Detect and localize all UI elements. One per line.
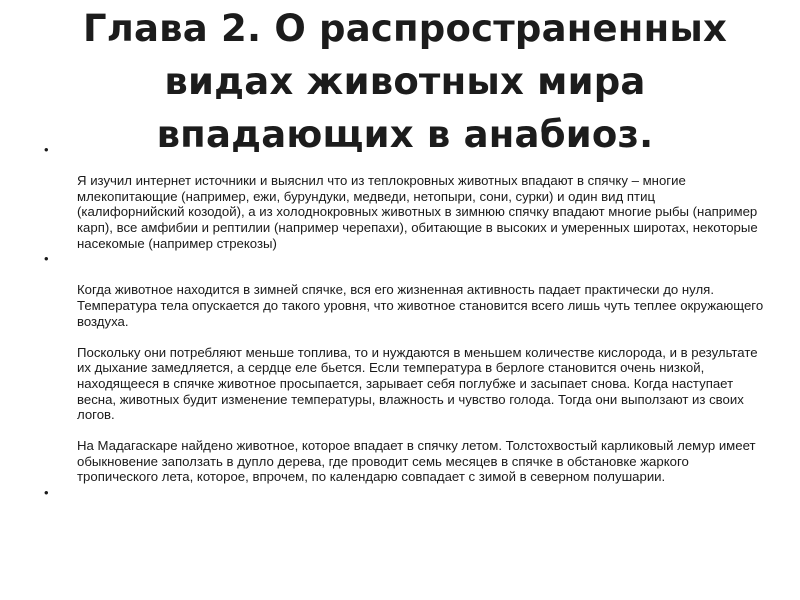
bullet-marker-3: • [44, 485, 49, 501]
bullet-text-2: Когда животное находится в зимней спячке, вся его жизненная активность падает практически до нуля. Температура тела опускается до такого уровня, что животное становится всего лишь чуть теплее окружающего воздуха. Поскольку они потребляют меньше топлива, то и нуждаются в меньшем количестве кислорода, и в результате их дыхание замедляется, а сердце еле бьется. Если температура в берлоге становится очень низкой, находящееся в спячке животное просыпается, зарывает себя поглубже и засыпает снова. Когда наступает весна, животных будит изменение температуры, влажность и чувство голода. Тогда они выползают из своих логов. На Мадагаскаре найдено животное, которое впадает в спячку летом. Толстохвостый карликовый лемур имеет обыкновение заползать в дупло дерева, где проводит семь месяцев в спячке в обстановке жаркого тропического лета, которое, впрочем, по календарю совпадает с зимой в северном полушарии. [77, 282, 764, 485]
bullet-item-2 [44, 251, 764, 485]
bullet-marker-2: • [44, 251, 49, 267]
bullet-marker-1: • [44, 142, 49, 157]
bullet-item-1 [44, 142, 764, 251]
slide-title: Глава 2. О распространенных видах животных мира впадающих в анабиоз. [82, 7, 728, 156]
bullet-text-1: Я изучил интернет источники и выяснил что из теплокровных животных впадают в спячку – многие млекопитающие (например, ежи, бурундуки, медведи, нетопыри, сони, сурки) и один вид птиц (калифорнийский козодой), а из холоднокровных животных в зимнюю спячку впадают многие рыбы (например карп), все амфибии и рептилии (например черепахи), обитающие в высоких и умеренных широтах, некоторые насекомые (например стрекозы) [77, 173, 758, 251]
bullet-item-3 [44, 485, 764, 532]
bullet-list [44, 142, 764, 532]
